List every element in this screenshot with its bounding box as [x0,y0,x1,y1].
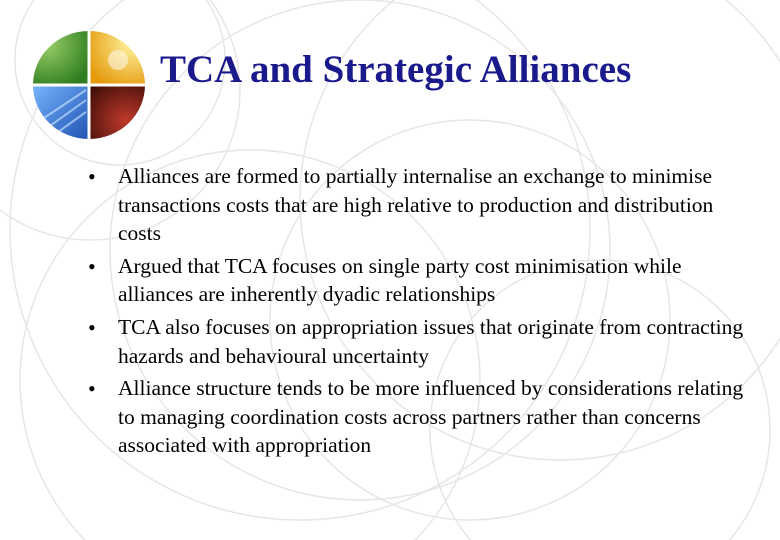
bullet-marker: • [88,314,96,340]
bullet-text: Alliances are formed to partially internalise an exchange to minimise transactions costs that are high relative to production and distribution costs [118,164,714,246]
bullet-list [88,162,748,464]
bullet-marker: • [88,376,96,402]
bullet-marker: • [88,164,96,189]
slide-title: TCA and Strategic Alliances [160,48,632,91]
bullet-item [88,313,748,370]
bullet-item [88,374,748,460]
bullet-text: Argued that TCA focuses on single party cost minimisation while alliances are inherently dyadic relationships [118,253,682,307]
bullet-item [88,162,748,248]
bullet-text: Alliance structure tends to be more influenced by considerations relating to managing coordination costs across partners rather than concerns associated with appropriation [118,376,744,458]
bullet-item [88,252,748,309]
quadrant-globe-logo [28,26,150,144]
bullet-marker: • [88,253,96,279]
bullet-text: TCA also focuses on appropriation issues that originate from contracting hazards and behavioural uncertainty [118,314,744,368]
